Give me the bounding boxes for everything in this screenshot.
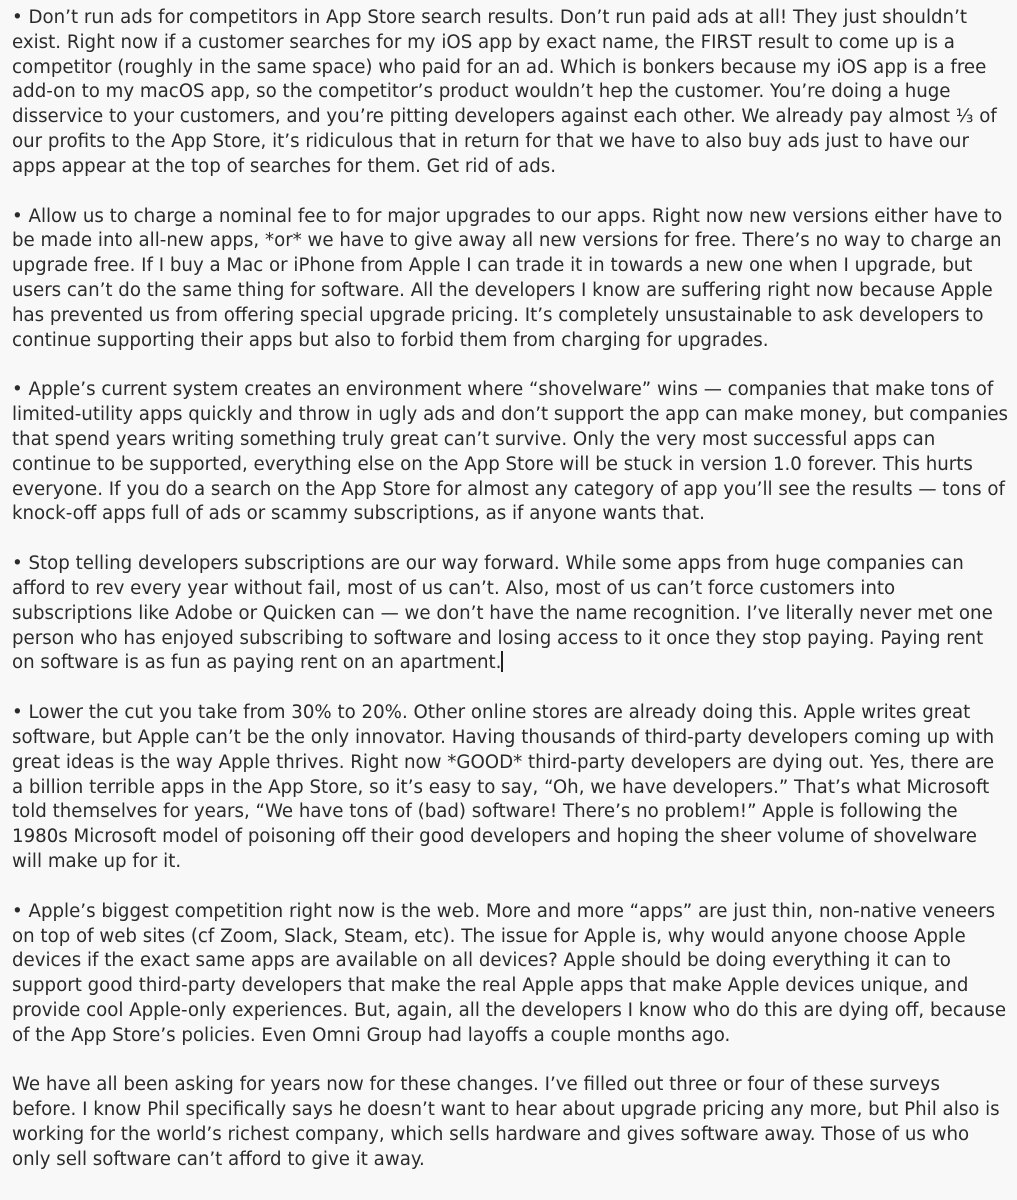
paragraph-upgrade-pricing: • Allow us to charge a nominal fee to for major upgrades to our apps. Right now new versions either have to be made into all-new apps, *or* we have to give away all new versions for free. There’s no way to charge an upgrade free. If I buy a Mac or iPhone from Apple I can trade it in towards a new one when I upgrade, but users can’t do the same thing for software. All the developers I know are suffering right now because Apple has prevented us from offering special upgrade pricing. It’s completely unsustainable to ask developers to continue supporting their apps but also to forbid them from charging for upgrades. bbox=[12, 205, 1003, 351]
paragraph-closing: We have all been asking for years now for these changes. I’ve filled out three or four of these surveys before. I know Phil specifically says he doesn’t want to hear about upgrade pricing any more, but Phil also is working for the world’s richest company, which sells hardware and gives software away. Those of us who only sell software can’t afford to give it away. bbox=[12, 1074, 1000, 1170]
paragraph-subscriptions-text: • Stop telling developers subscriptions are our way forward. While some apps from huge companies can afford to rev every year without fail, most of us can’t. Also, most of us can’t force customers into subscriptions like Adobe or Quicken can — we don’t have the name recognition. I’ve literally never met one person who has enjoyed subscribing to software and losing access to it once they stop paying. Paying rent on software is as fun as paying rent on an apartment. bbox=[12, 553, 993, 674]
paragraph-cut: • Lower the cut you take from 30% to 20%. Other online stores are already doing this. Apple writes great software, but Apple can’t be the only innovator. Having thousands of third-party developers coming up with great ideas is the way Apple thrives. Right now *GOOD* third-party developers are dying out. Yes, there are a billion terrible apps in the App Store, so it’s easy to say, “Oh, we have developers.” That’s what Microsoft told themselves for years, “We have tons of (bad) software! There’s no problem!” Apple is following the 1980s Microsoft model of poisoning off their good developers and hoping the sheer volume of shovelware will make up for it. bbox=[12, 702, 995, 872]
paragraph-shovelware: • Apple’s current system creates an environment where “shovelware” wins — companies that make tons of limited-utility apps quickly and throw in ugly ads and don’t support the app can make money, but companies that spend years writing something truly great can’t survive. Only the very most successful apps can continue to be supported, everything else on the App Store will be stuck in version 1.0 forever. This hurts everyone. If you do a search on the App Store for almost any category of app you’ll see the results — tons of knock-off apps full of ads or scammy subscriptions, as if anyone wants that. bbox=[12, 379, 1009, 525]
paragraph-subscriptions bbox=[12, 552, 1010, 676]
paragraph-web-competition: • Apple’s biggest competition right now is the web. More and more “apps” are just thin, non-native veneers on top of web sites (cf Zoom, Slack, Steam, etc). The issue for Apple is, why would anyone choose Apple devices if the exact same apps are available on all devices? Apple should be doing everything it can to support good third-party developers that make the real Apple apps that make Apple devices unique, and provide cool Apple-only experiences. But, again, all the developers I know who do this are dying off, because of the App Store’s policies. Even Omni Group had layoffs a couple months ago. bbox=[12, 900, 1007, 1046]
text-area[interactable] bbox=[12, 6, 1010, 1198]
paragraph-ads: • Don’t run ads for competitors in App Store search results. Don’t run paid ads at all! They just shouldn’t exist. Right now if a customer searches for my iOS app by exact name, the FIRST result to come up is a competitor (roughly in the same space) who paid for an ad. Which is bonkers because my iOS app is a free add-on to my macOS app, so the competitor’s product wouldn’t hep the customer. You’re doing a huge disservice to your customers, and you’re pitting developers against each other. We already pay almost ⅓ of our profits to the App Store, it’s ridiculous that in return for that we have to also buy ads just to have our apps appear at the top of searches for them. Get rid of ads. bbox=[12, 7, 997, 177]
text-cursor bbox=[501, 651, 503, 672]
